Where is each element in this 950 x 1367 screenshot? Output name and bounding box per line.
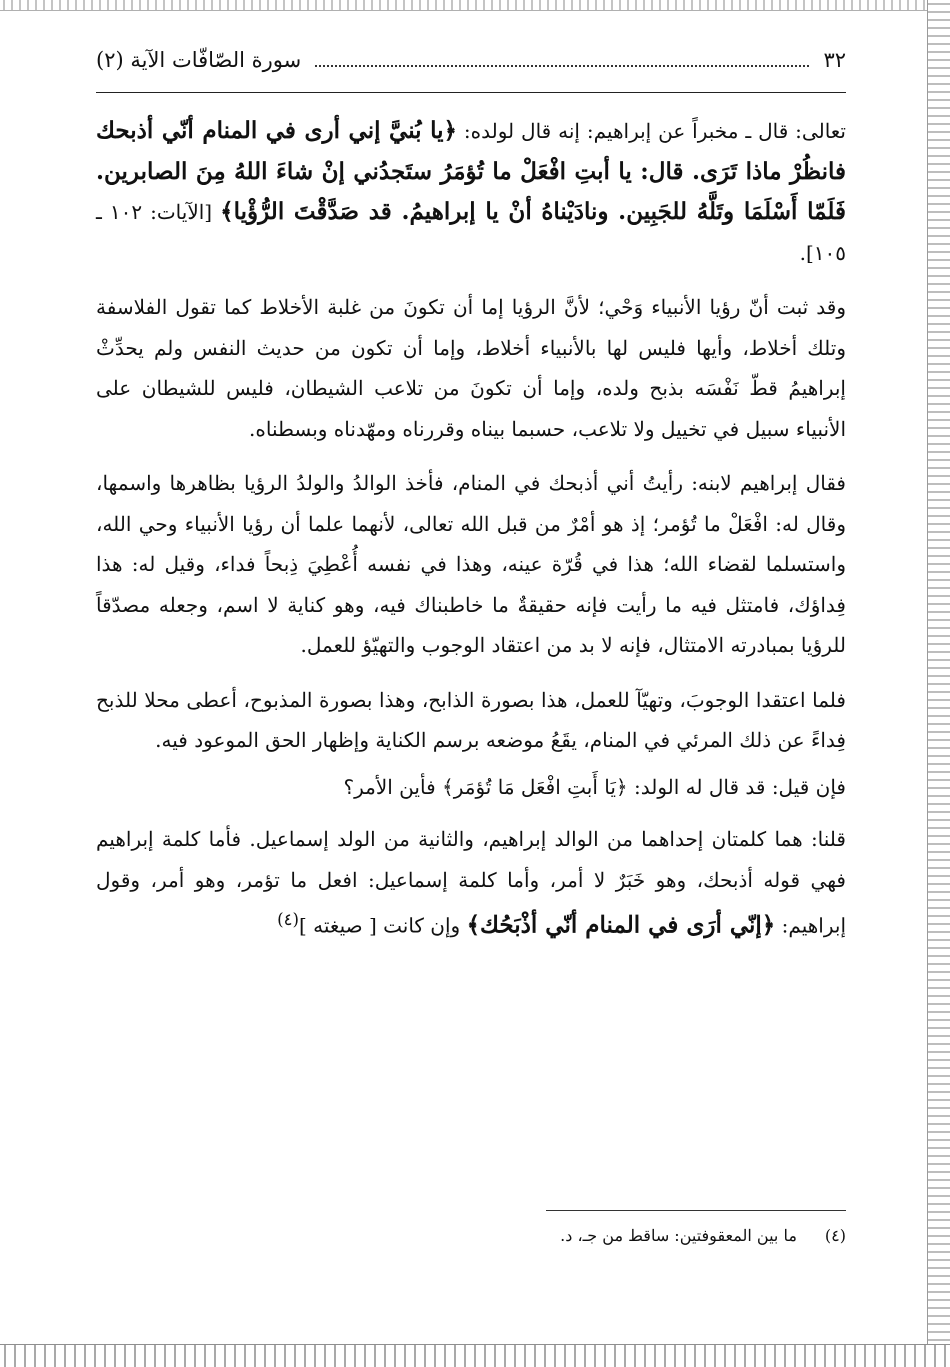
- running-title: سورة الصّافّات الآية (٢): [96, 48, 302, 72]
- page-body: [96, 48, 846, 946]
- quran-quote: ﴿إنّي أرَى في المنام أنّي أذْبَحُك﴾: [466, 911, 776, 939]
- paragraph-text: قلنا: هما كلمتان إحداهما من الوالد إبراهيم، والثانية من الولد إسماعيل. فأما كلمة إبراهيم فهي قوله أذبحك، وهو خَبَرٌ لا أمر، وأما كلمة إسماعيل: افعل ما تؤمر، وهو أمر، وقول إبراهيم:: [96, 827, 846, 938]
- footnote: [96, 1226, 846, 1245]
- paragraph-text: تعالى: قال ـ مخبراً عن إبراهيم: إنه قال لولده:: [457, 119, 846, 143]
- verse-reference: [الآيات: ١٠٢ ـ ١٠٥].: [96, 200, 846, 265]
- header-dot-leader: [315, 64, 809, 67]
- paragraph: وقد ثبت أنّ رؤيا الأنبياء وَحْي؛ لأنَّ الرؤيا إما أن تكونَ من غلبة الأخلاط كما تقول الفلاسفة وتلك أخلاط، وأيها فليس لها بالأنبياء أخلاط، وإما أن تكون من حديث النفس ولم يحدِّثْ إبراهيمُ قطّ نَفْسَه بذبح ولده، وإما أن تكونَ من تلاعب الشيطان، فليس للشيطان على الأنبياء سبيل في تخييل ولا تلاعب، حسبما بيناه وقررناه ومهّدناه وبسطناه.: [96, 295, 847, 441]
- paragraph-text: وإن كانت [ صيغته ]: [299, 913, 467, 938]
- paragraph-text: فأين الأمر؟: [343, 774, 442, 799]
- paragraph-verse: [96, 111, 846, 273]
- paragraph-question: [96, 767, 846, 808]
- running-header: [96, 48, 846, 88]
- page-number: ٣٢: [823, 48, 846, 72]
- header-rule: [96, 92, 846, 93]
- page-border-right: [927, 0, 950, 1367]
- paragraph: فلما اعتقدا الوجوبَ، وتهيّآ للعمل، هذا بصورة الذابح، وهذا بصورة المذبوح، أعطى محلا للذبح فِداءً عن ذلك المرئي في المنام، يقَعُ موضعه برسم الكناية وإظهار الحق الموعود فيه.: [96, 687, 846, 752]
- quran-quote: ﴿يَا أَبتِ افْعَل مَا تُؤمَر﴾: [442, 774, 628, 799]
- footnote-text: ما بين المعقوفتين: ساقط من جـ، د.: [560, 1226, 797, 1245]
- quran-quote: ﴿يا بُنيَّ إني أرى في المنام أنّي أذبحك فانظُرْ ماذا تَرَى. قال: يا أبتِ افْعَلْ ما تُؤمَرُ ستَجدُني إنْ شاءَ اللهُ مِنَ الصابرين. فَلَمّا أَسْلَمَا وتَلَّهُ للجَبِين. ونادَيْناهُ أنْ يا إبراهيمُ. قد صَدَّقْتَ الرُّؤْيا﴾: [96, 117, 846, 225]
- footnote-number: (٤): [824, 1226, 846, 1245]
- paragraph-answer: [96, 819, 846, 946]
- page-border-top: [0, 0, 950, 11]
- paragraph-text: فإن قيل: قد قال له الولد:: [627, 774, 846, 799]
- footnote-ref: (٤): [277, 910, 300, 929]
- page-border-bottom: [0, 1344, 950, 1367]
- paragraph: فقال إبراهيم لابنه: رأيتُ أني أذبحك في المنام، فأخذ الوالدُ والولدُ الرؤيا بظاهرها واسمها، وقال له: افْعَلْ ما تُؤمر؛ إذ هو أمْرٌ من قبل الله تعالى، لأنهما علما أن رؤيا الأنبياء وحي الله، واستسلما لقضاء الله؛ هذا في قُرّة عينه، وهذا في نفسه أُعْطِيَ ذِبحاً فداء، وقيل له: هذا فِداؤك، فامتثل فيه ما رأيت فإنه حقيقةٌ ما خاطبناك فيه، وهو كناية لا اسم، وجعله مصدّقاً للرؤيا بمبادرته الامتثال، فإنه لا بد من اعتقاد الوجوب والتهيّؤ للعمل.: [96, 471, 846, 657]
